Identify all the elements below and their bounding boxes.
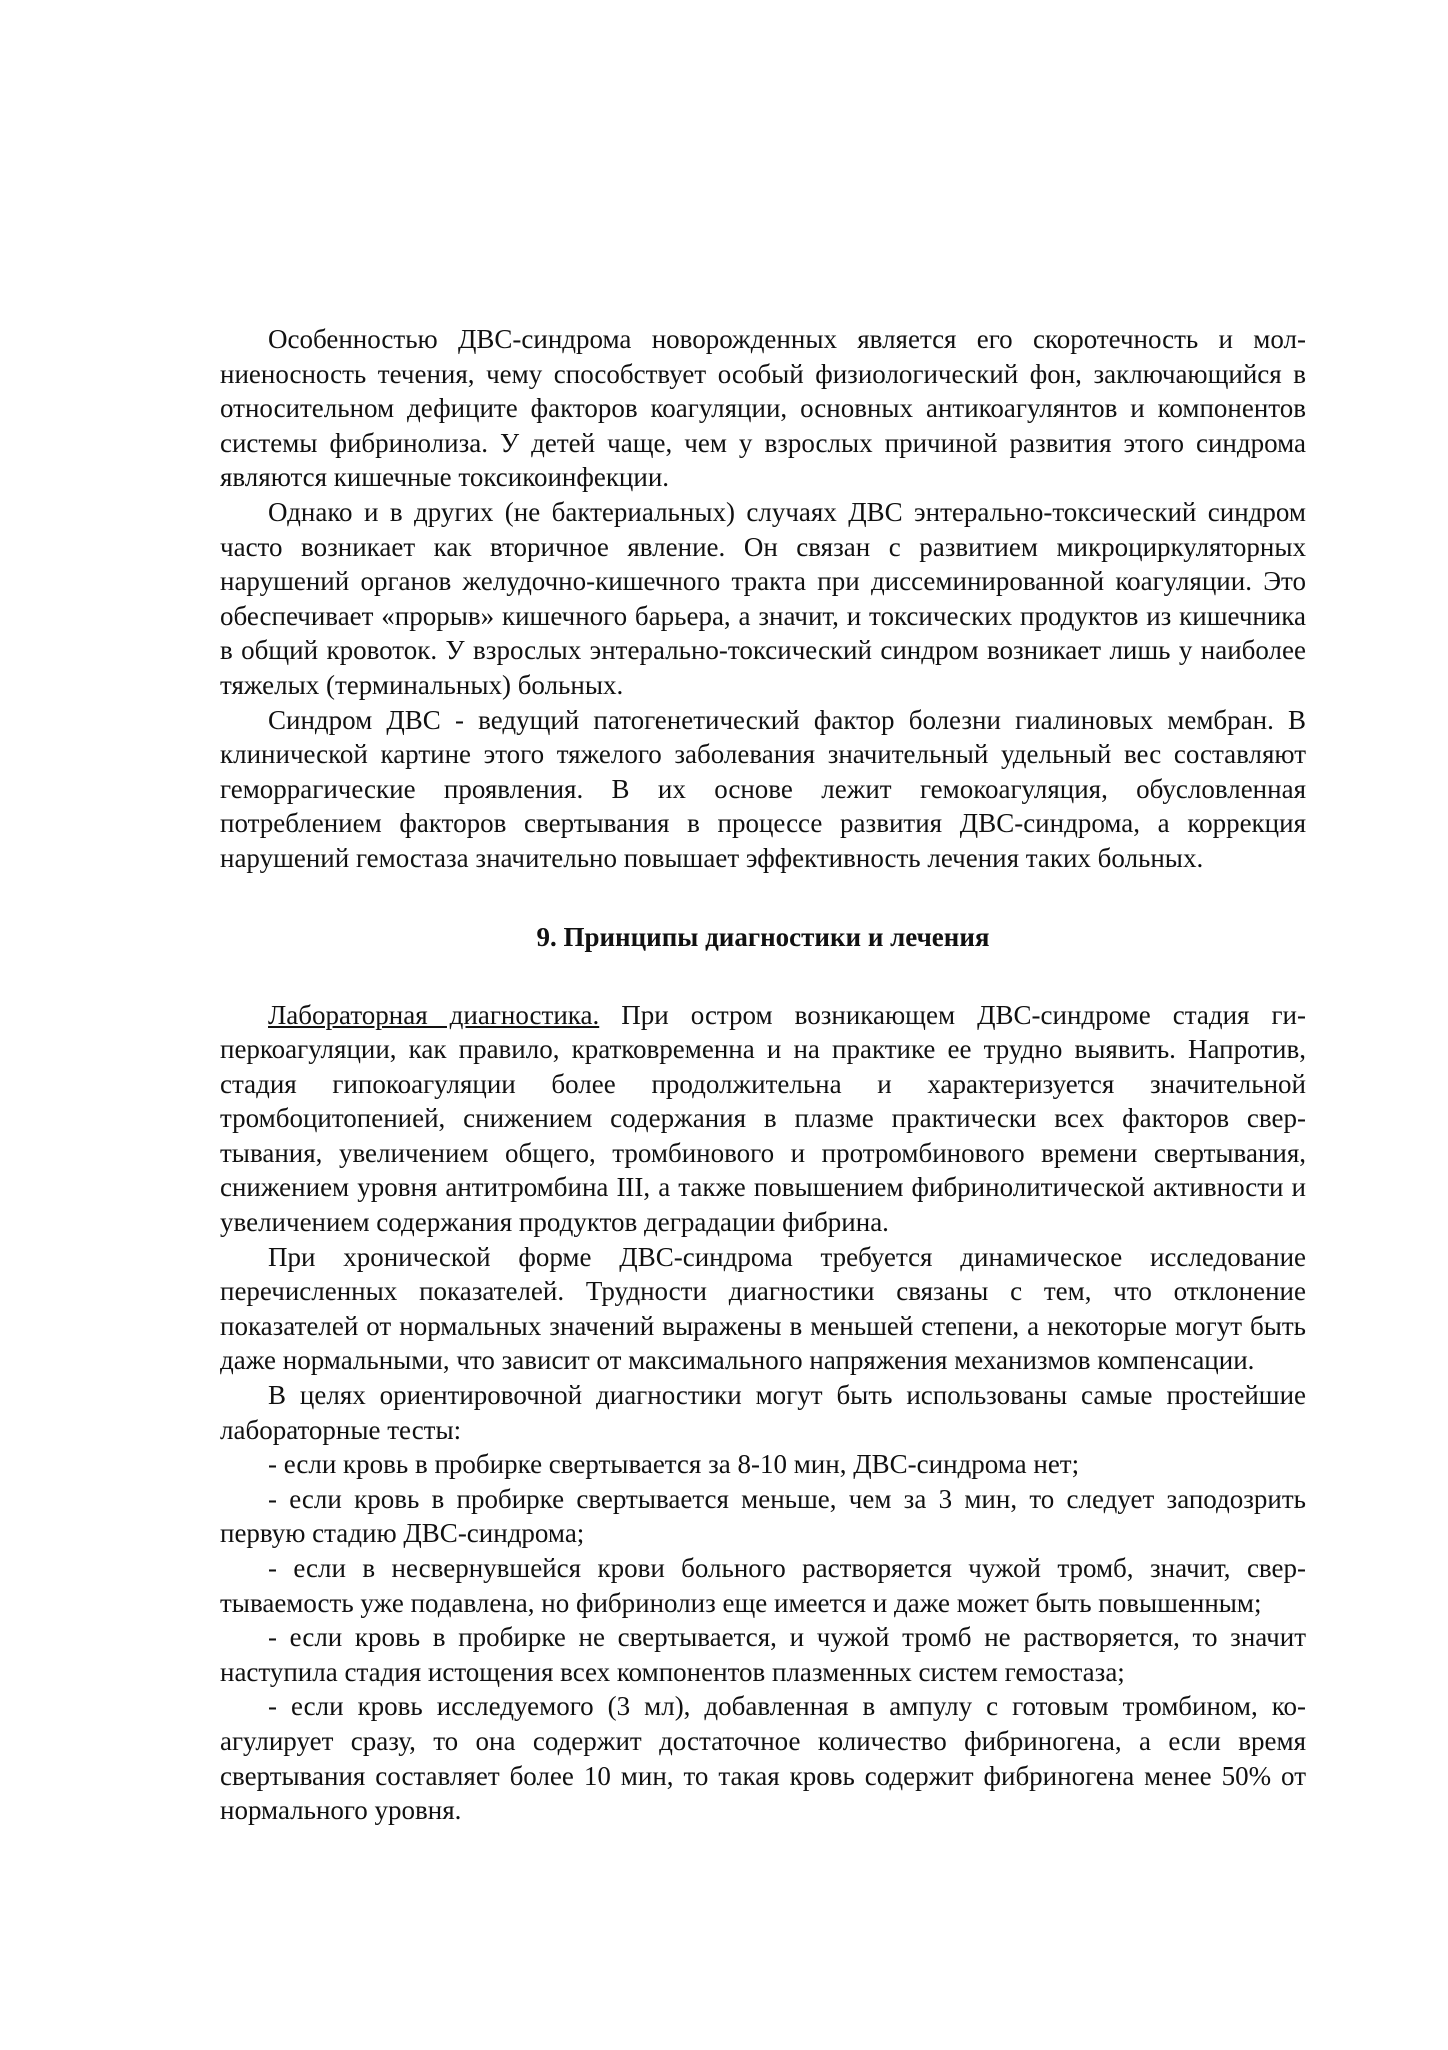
paragraph-chronic-form: При хронической форме ДВС-синдрома требуется динамическое исследование перечисленных показателей. Трудности диагностики связаны с тем, что отклонение показателей от нормальных значений выражены в меньшей степени, а некоторые могут быть даже нормальными, что зависит от максимального напряжения механизмов компенсации.	[220, 1241, 1306, 1376]
list-item-test-1: - если кровь в пробирке свертывается за 8-10 мин, ДВС-синдрома нет;	[268, 1449, 1080, 1480]
list-item-test-4: - если кровь в пробирке не свертывается, и чужой тромб не растворяется, то значит наступила стадия истощения всех компонентов плазменных систем гемостаза;	[220, 1622, 1306, 1687]
paragraph-hyaline-membrane: Синдром ДВС - ведущий патогенетический фактор болезни гиалиновых мембран. В клинической картине этого тяжелого заболевания значительный удельный вес составляют геморрагические проявления. В их основе лежит гемокоагуляция, обусловленная потреблением факторов свертывания в процессе развития ДВС-синдрома, а коррекция нарушений гемостаза значительно повышает эффективность лечения таких больных.	[220, 704, 1306, 873]
paragraph-enteral-toxic: Однако и в других (не бактериальных) случаях ДВС энтерально-токсический синдром часто возникает как вторичное явление. Он связан с развитием микроциркуляторных нарушений органов желудочно-кишечного тракта при диссеминированной коагуляции. Это обеспечивает «прорыв» кишечного барьера, а значит, и токсических продуктов из кишечника в общий кровоток. У взрослых энтерально-токсический синдром возникает лишь у наиболее тяжелых (терминальных) больных.	[220, 496, 1306, 700]
list-item-test-5: - если кровь исследуемого (3 мл), добавленная в ампулу с готовым тромбином, коагулирует сразу, то она содержит достаточное количество фибриногена, а если время свертывания составляет более 10 мин, то такая кровь содержит фибриногена менее 50% от нормального уровня.	[220, 1691, 1306, 1826]
lab-diagnostics-text: При остром возникающем ДВС-синдроме стадия гиперкоагуляции, как правило, кратковременна и на практике ее трудно выявить. Напротив, стадия гипокоагуляции более продолжительна и характеризуется значительной тромбоцитопенией, снижением содержания в плазме практически всех факторов свертывания, увеличением общего, тромбинового и протромбинового времени свертывания, снижением уровня антитромбина III, а также повышением фибринолитической активности и увеличением содержания продуктов деградации фибрина.	[220, 999, 1307, 1238]
list-item-test-3: - если в несвернувшейся крови больного растворяется чужой тромб, значит, свертываемость уже подавлена, но фибринолиз еще имеется и даже может быть повышенным;	[220, 1553, 1306, 1618]
paragraph-simple-tests-intro: В целях ориентировочной диагностики могут быть использованы самые простейшие лабораторные тесты:	[220, 1380, 1306, 1445]
document-page	[220, 322, 1306, 1828]
list-item-test-2: - если кровь в пробирке свертывается меньше, чем за 3 мин, то следует заподозрить первую стадию ДВС-синдрома;	[220, 1483, 1306, 1549]
lab-diagnostics-label: Лабораторная диагностика.	[268, 999, 600, 1030]
paragraph-lab-diagnostics	[220, 998, 1306, 1240]
section-heading: 9. Принципы диагностики и лечения	[536, 921, 990, 952]
paragraph-newborn-dic: Особенностью ДВС-синдрома новорожденных является его скоротечность и молниеносность течения, чему способствует особый физиологический фон, заключающийся в относительном дефиците факторов коагуляции, основных антикоагулянтов и компонентов системы фибринолиза. У детей чаще, чем у взрослых причиной развития этого синдрома являются кишечные токсикоинфекции.	[220, 324, 1306, 493]
